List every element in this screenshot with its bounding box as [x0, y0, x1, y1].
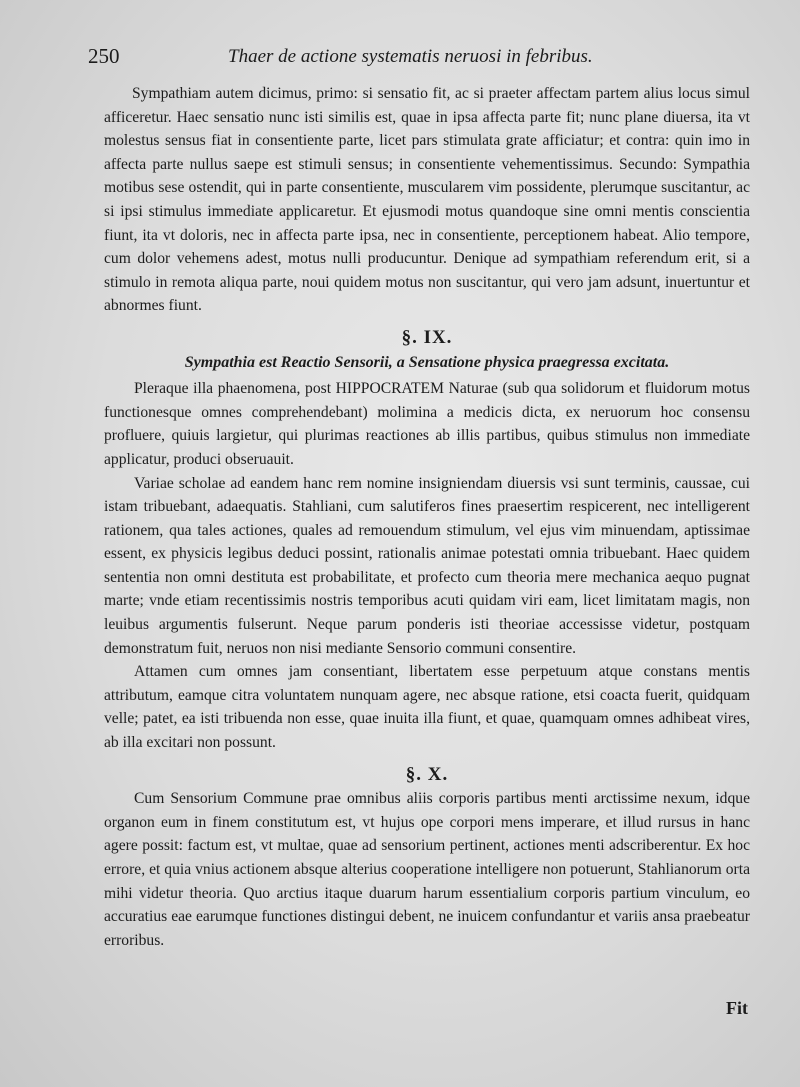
section-heading-ix: §. IX.: [401, 326, 453, 348]
section-subtitle-ix: Sympathia est Reactio Sensorii, a Sensatione physica praegressa excitata.: [184, 353, 670, 371]
paragraph-sensorium: Cum Sensorium Commune prae omnibus aliis corporis partibus menti arctissime nexum, idque organon eum in finem constitutum est, vt hujus ope corpori mens imperare, et illud rursus in hanc agere possit: factum est, vt multae, quae ad sensorium pertinent, actiones menti adscriberentur. Ex hoc errore, et quia vnius actionem absque alterius cooperatione intelligere non potuerunt, Stahlianorum orta mihi videtur theoria. Quo arctius itaque duarum harum essentialium corporis partium vinculum, eo accuratius eae earumque functiones distingui debent, ne inuicem confundantur et variis ansa praebeatur erroribus.: [104, 790, 750, 949]
paragraph-sympathia-definition: Sympathiam autem dicimus, primo: si sensatio fit, ac si praeter affectam partem alius locus simul afficeretur. Haec sensatio nunc isti similis est, quae in ipsa affecta parte fit; nunc plane diuersa, ita vt molestus sensus fiat in consentiente parte, licet pars stimulata grate afficiatur; et contra: quin imo in affecta parte nullus saepe est stimuli sensus; in consentiente vehementissimus. Secundo: Sympathia motibus sese ostendit, qui in parte consentiente, muscularem vim possidente, plerumque suscitantur, ac si ipsi stimulus immediate applicaretur. Et ejusmodi motus quandoque sine omni mentis conscientia fiunt, ita vt doloris, nec in affecta parte ipsa, nec in consentiente, perceptionem habeat. Alio tempore, cum dolor vehemens adest, motus nulli producuntur. Denique ad sympathiam referendum erit, si a stimulo in remota aliqua parte, noui quidem motus non suscitantur, qui vero jam adsunt, inuertuntur et abnormes fiunt.: [104, 85, 750, 315]
paragraph-scholae: Variae scholae ad eandem hanc rem nomine insigniendam diuersis vsi sunt terminis, caussae, cui istam tribuebant, adaequatis. Stahliani, cum salutiferos fines praesertim respicerent, nec intelligerent rationem, qua tales actiones, quales ad remouendum stimulum, vel ejus vim minuendam, aptissimae essent, ex physicis legibus deduci possint, rationalis animae potestati omnia tribuebant. Haec quidem sententia non omni destituta est probabilitate, et profecto cum theoria mere mechanica aequo pugnat marte; vnde etiam recentissimis nostris temporibus acuti quidam viri eam, licet limitatam magis, non leuibus argumentis fulserunt. Neque parum ponderis isti theoriae accessisse videtur, postquam demonstratum fuit, neruos non nisi mediante Sensorio communi consentire.: [104, 474, 750, 657]
paragraph-attamen: Attamen cum omnes jam consentiant, libertatem esse perpetuum atque constans mentis attributum, eamque citra voluntatem nunquam agere, nec absque ratione, etsi coacta fuerit, quidquam velle; patet, ea isti tribuenda non esse, quae inuita illa fiunt, et quae, quamquam omnes adhibeat vires, ab illa excitari non possunt.: [104, 663, 750, 752]
catchword: Fit: [726, 998, 748, 1018]
paragraph-phaenomena: Pleraque illa phaenomena, post HIPPOCRATEM Naturae (sub qua solidorum et fluidorum motus functionesque omnes comprehendebant) molimina a medicis dicta, ex neruorum hoc consensu profluere, quiuis largietur, qui plurimas reactiones ab illis partibus, quibus stimulus non immediate applicatur, produci obseruauit.: [104, 380, 750, 468]
body-text: [104, 82, 750, 952]
page-header: [88, 44, 608, 74]
section-heading-x: §. X.: [405, 763, 449, 785]
running-title: Thaer de actione systematis neruosi in febribus.: [228, 46, 593, 67]
page-number: 250: [88, 44, 120, 68]
